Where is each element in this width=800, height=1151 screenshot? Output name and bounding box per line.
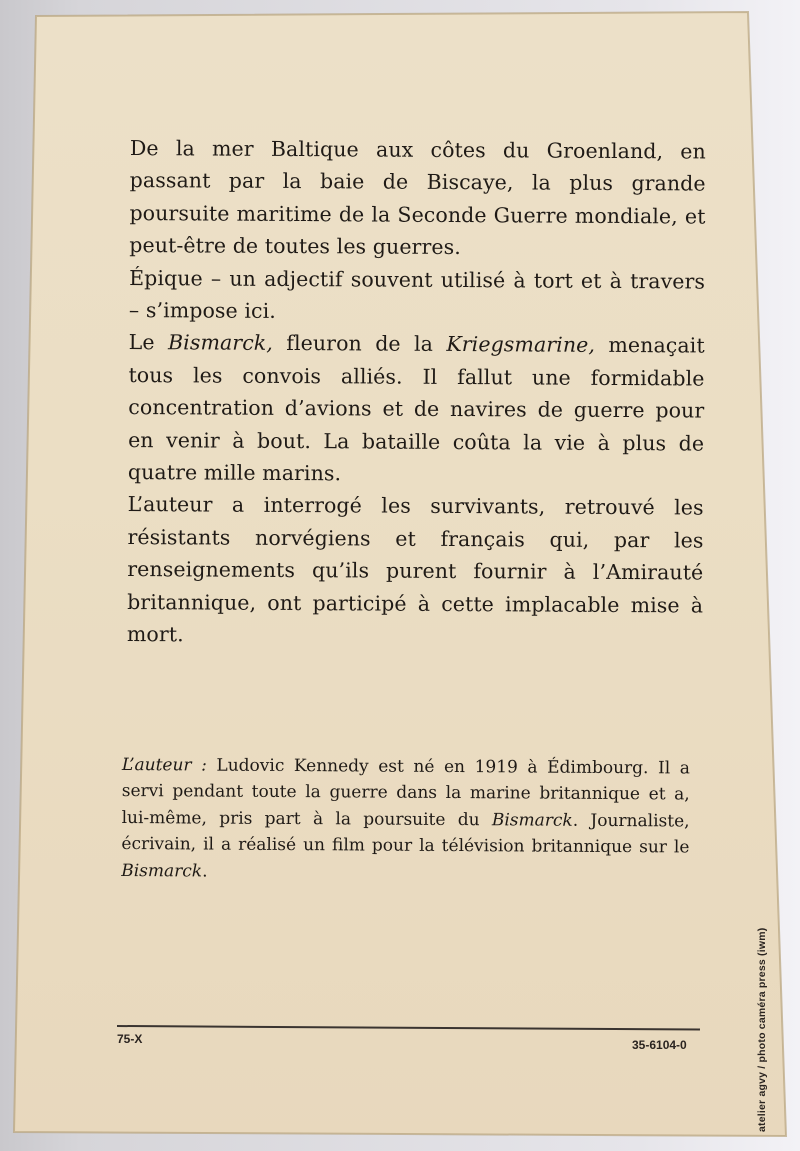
blurb-p3-c: fleuron de la	[272, 331, 447, 357]
blurb-p3-e: menaçait tous les convois alliés. Il fallut une formidable concentration d’avions et de navires de guerre pour en venir à bout. La bataille coûta la vie à plus de quatre mille marins.	[127, 333, 705, 486]
title-bismarck: Bismarck,	[167, 330, 274, 356]
blurb-paragraph-3	[128, 326, 705, 492]
author-text-c: . Journaliste, écrivain, il a réalisé un film pour la télévision britannique sur le	[121, 810, 690, 858]
author-text-a: Ludovic Kennedy est né en 1919 à Édimbourg. Il a servi pendant toute la guerre dans la marine britannique et a, lui-même, pris part à la poursuite du	[121, 755, 690, 831]
catalog-code: 75-X	[117, 1032, 143, 1046]
blurb-paragraph-4: L’auteur a interrogé les survivants, retrouvé les résistants norvégiens et français qui, par les renseignements qu’ils purent fournir à l’Amirauté britannique, ont participé à cette implacable mise à mort.	[126, 492, 704, 647]
blurb-paragraph-1: De la mer Baltique aux côtes du Groenland, en passant par la baie de Biscaye, la plus grande poursuite maritime de la Seconde Guerre mondiale, et peut-être de toutes les guerres.	[129, 135, 706, 260]
isbn-code: 35-6104-0	[632, 1038, 687, 1052]
blurb-p3-a: Le	[128, 330, 169, 355]
author-bismarck-2: Bismarck	[121, 860, 203, 882]
author-paragraph	[121, 752, 690, 887]
blurb-paragraph-2: Épique – un adjectif souvent utilisé à tort et à travers – s’impose ici.	[128, 265, 706, 323]
author-label: L’auteur :	[121, 754, 207, 776]
author-note	[121, 752, 690, 887]
author-bismarck-1: Bismarck	[491, 810, 573, 831]
author-text-e: .	[202, 861, 208, 882]
photo-credit: atelier agvy / photo caméra press (iwm)	[756, 927, 768, 1132]
blurb-text	[127, 132, 706, 654]
term-kriegsmarine: Kriegsmarine,	[446, 332, 596, 358]
